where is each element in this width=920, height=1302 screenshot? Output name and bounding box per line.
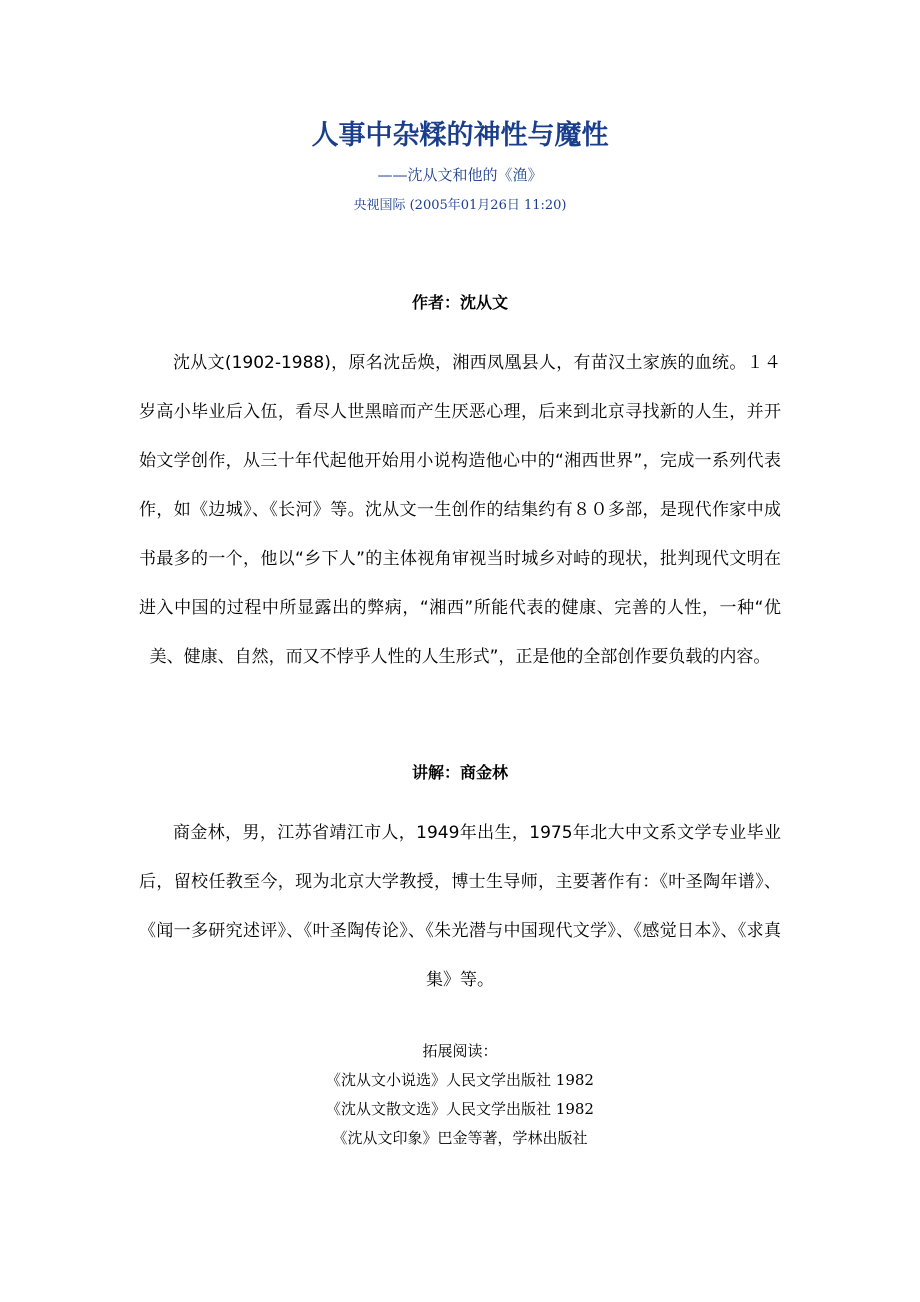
lecturer-bio: 商金林，男，江苏省靖江市人，1949年出生，1975年北大中文系文学专业毕业后，留校任教至今，现为北京大学教授，博士生导师，主要著作有：《叶圣陶年谱》、《闻一多研究述评》、《叶圣陶传论》、《朱光潜与中国现代文学》、《感觉日本》、《求真集》等。 <box>139 823 781 990</box>
further-reading <box>0 1037 920 1153</box>
reading-list-item: 《沈从文印象》巴金等著，学林出版社 <box>332 1129 588 1147</box>
further-reading-heading: 拓展阅读： <box>422 1042 498 1060</box>
author-heading: 作者：沈从文 <box>411 293 508 312</box>
article-title: 人事中杂糅的神性与魔性 <box>311 120 609 151</box>
lecturer-heading: 讲解：商金林 <box>411 763 508 782</box>
article-subtitle: ——沈从文和他的《渔》 <box>377 166 543 184</box>
reading-list-item: 《沈从文小说选》人民文学出版社 1982 <box>326 1071 594 1089</box>
reading-list-item: 《沈从文散文选》人民文学出版社 1982 <box>326 1100 594 1118</box>
article-source: 央视国际 (2005年01月26日 11:20) <box>353 198 567 213</box>
author-bio: 沈从文(1902-1988)，原名沈岳焕，湘西凤凰县人，有苗汉土家族的血统。１４岁高小毕业后入伍，看尽人世黑暗而产生厌恶心理，后来到北京寻找新的人生，并开始文学创作，从三十年代起他开始用小说构造他心中的“湘西世界”，完成一系列代表作，如《边城》、《长河》等。沈从文一生创作的结集约有８０多部，是现代作家中成书最多的一个，他以“乡下人”的主体视角审视当时城乡对峙的现状，批判现代文明在进入中国的过程中所显露出的弊病，“湘西”所能代表的健康、完善的人性，一种“优美、健康、自然，而又不悖乎人性的人生形式”，正是他的全部创作要负载的内容。 <box>139 353 781 667</box>
